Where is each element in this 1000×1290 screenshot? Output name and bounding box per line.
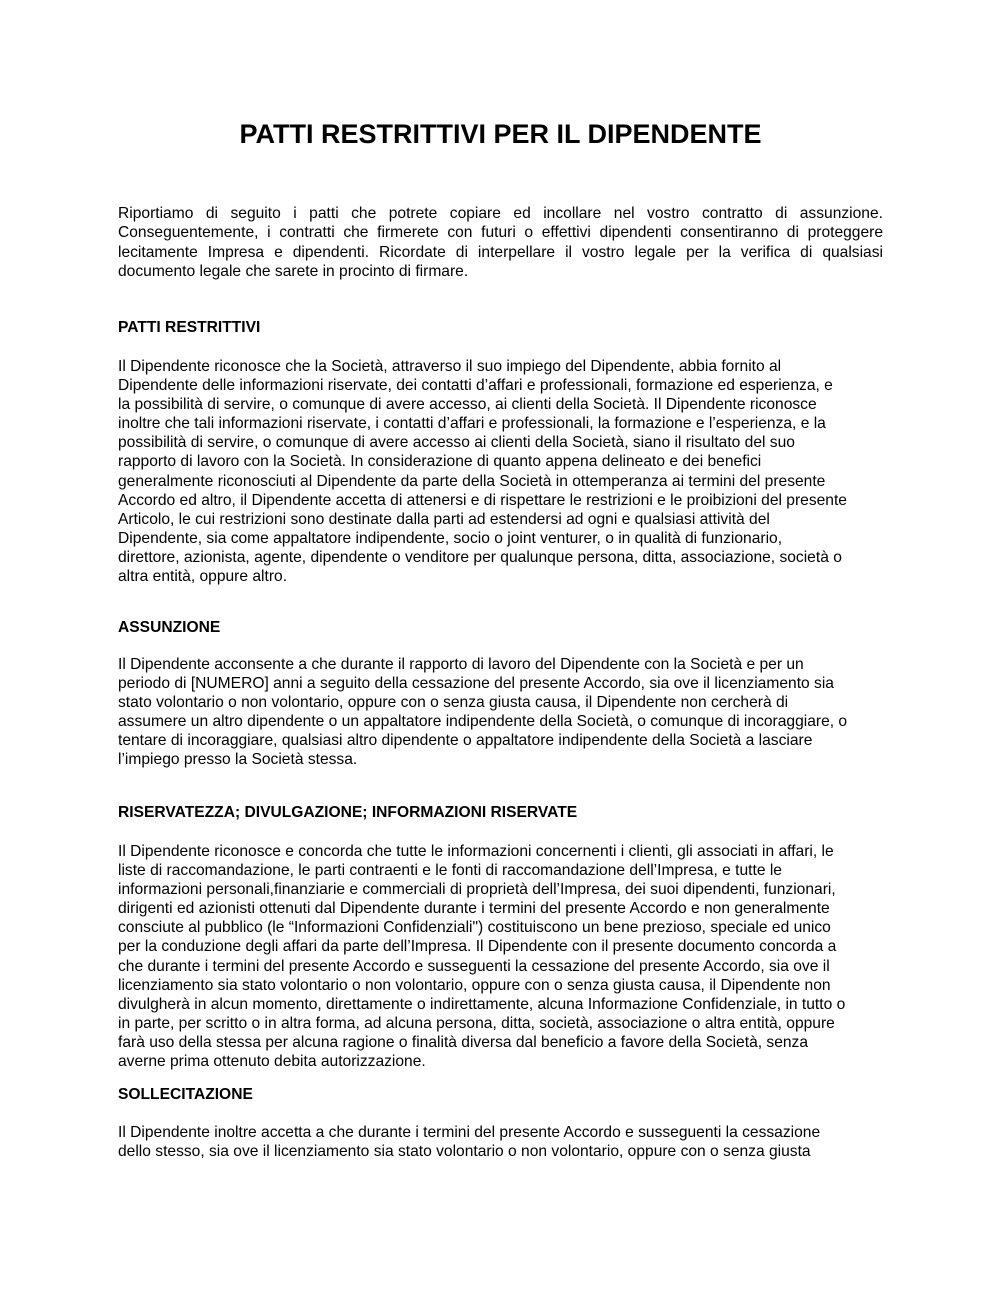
text-line: Il Dipendente inoltre accetta a che durante i termini del presente Accordo e susseguenti la cessazione xyxy=(118,1124,821,1141)
text-line: la possibilità di servire, o comunque di avere accesso, ai clienti della Società. Il Dipendente riconosce xyxy=(118,396,817,414)
section-heading-patti-restrittivi: PATTI RESTRITTIVI xyxy=(118,319,261,336)
text-line: assumere un altro dipendente o un appaltatore indipendente della Società, o comunque di incoraggiare, o xyxy=(118,713,848,731)
text-line: dello stesso, sia ove il licenziamento sia stato volontario o non volontario, oppure con o senza giusta xyxy=(118,1143,811,1161)
text-line: Il Dipendente riconosce che la Società, attraverso il suo impiego del Dipendente, abbia fornito al xyxy=(118,358,782,375)
section-body-riservatezza xyxy=(118,842,888,1071)
text-line: direttore, azionista, agente, dipendente o venditore per qualunque persona, ditta, associazione, società o xyxy=(118,548,842,566)
text-line: l’impiego presso la Società stessa. xyxy=(118,751,358,769)
section-heading-riservatezza: RISERVATEZZA; DIVULGAZIONE; INFORMAZIONI RISERVATE xyxy=(118,804,578,821)
text-line: dirigenti ed azionisti ottenuti dal Dipendente durante i termini del presente Accordo e non generalmente xyxy=(118,900,830,918)
text-line: informazioni personali,finanziarie e commerciali di proprietà dell’Impresa, dei suoi dipendenti, funzionari, xyxy=(118,881,836,899)
text-line: stato volontario o non volontario, oppure con o senza giusta causa, il Dipendente non cercherà di xyxy=(118,694,789,712)
text-line: inoltre che tali informazioni riservate, i contatti d’affari e professionali, la formazione e l’esperienza, e la xyxy=(118,415,826,433)
text-line: divulgherà in alcun momento, direttamente o indirettamente, alcuna Informazione Confidenziale, in tutto o xyxy=(118,995,846,1013)
text-line: Accordo ed altro, il Dipendente accetta di attenersi e di rispettare le restrizioni e le proibizioni del presente xyxy=(118,491,847,509)
section-body-sollecitazione xyxy=(118,1123,888,1161)
section-body-patti-restrittivi xyxy=(118,357,888,586)
document-title: PATTI RESTRITTIVI PER IL DIPENDENTE xyxy=(239,119,762,149)
text-line: generalmente riconosciuti al Dipendente da parte della Società in ottemperanza ai termini del presente xyxy=(118,472,826,490)
text-line: Il Dipendente riconosce e concorda che tutte le informazioni concernenti i clienti, gli associati in affari, le xyxy=(118,843,834,860)
text-line: che durante i termini del presente Accordo e susseguenti la cessazione del presente Accordo, sia ove il xyxy=(118,957,830,975)
text-line: consciute al pubblico (le “Informazioni Confidenziali") costituiscono un bene prezioso, speciale ed unico xyxy=(118,919,831,937)
text-line: tentare di incoraggiare, qualsiasi altro dipendente o appaltatore indipendente della Società a lasciare xyxy=(118,732,813,750)
text-line: Articolo, le cui restrizioni sono destinate dalla parti ad estendersi ad ogni e qualsiasi attività del xyxy=(118,510,770,528)
section-heading-assunzione: ASSUNZIONE xyxy=(118,619,221,636)
text-line: Dipendente, sia come appaltatore indipendente, socio o joint venturer, o in qualità di funzionario, xyxy=(118,529,783,547)
text-line: averne prima ottenuto debita autorizzazione. xyxy=(118,1053,426,1071)
text-line: Il Dipendente acconsente a che durante il rapporto di lavoro del Dipendente con la Società e per un xyxy=(118,656,804,673)
text-line: per la conduzione degli affari da parte dell’Impresa. Il Dipendente con il presente documento concorda a xyxy=(118,938,837,956)
text-line: Dipendente delle informazioni riservate, dei contatti d’affari e professionali, formazione ed esperienza, e xyxy=(118,377,833,395)
text-line: in parte, per scritto o in altra forma, ad alcuna persona, ditta, società, associazione o altra entità, oppure xyxy=(118,1014,835,1032)
text-line: rapporto di lavoro con la Società. In considerazione di quanto appena delineato e dei benefici xyxy=(118,453,762,471)
text-line: licenziamento sia stato volontario o non volontario, oppure con o senza giusta causa, il Dipendente non xyxy=(118,976,831,994)
text-line: altra entità, oppure altro. xyxy=(118,568,288,586)
text-line: periodo di [NUMERO] anni a seguito della cessazione del presente Accordo, sia ove il licenziamento sia xyxy=(118,675,834,693)
text-line: possibilità di servire, o comunque di avere accesso ai clienti della Società, siano il risultato del suo xyxy=(118,434,795,452)
text-line: farà uso della stessa per alcuna ragione o finalità diversa dal beneficio a favore della Società, senza xyxy=(118,1033,809,1051)
intro-paragraph: Riportiamo di seguito i patti che potrete copiare ed incollare nel vostro contratto di assunzione. Conseguentemente, i contratti che firmerete con futuri o effettivi dipendenti consentiranno di proteggere lecitamente Impresa e dipendenti. Ricordate di interpellare il vostro legale per la verifica di qualsiasi documento legale che sarete in procinto di firmare. xyxy=(118,205,883,280)
section-body-assunzione xyxy=(118,655,888,770)
text-line: liste di raccomandazione, le parti contraenti e le fonti di raccomandazione dell’Impresa, e tutte le xyxy=(118,862,782,880)
section-heading-sollecitazione: SOLLECITAZIONE xyxy=(118,1086,253,1103)
